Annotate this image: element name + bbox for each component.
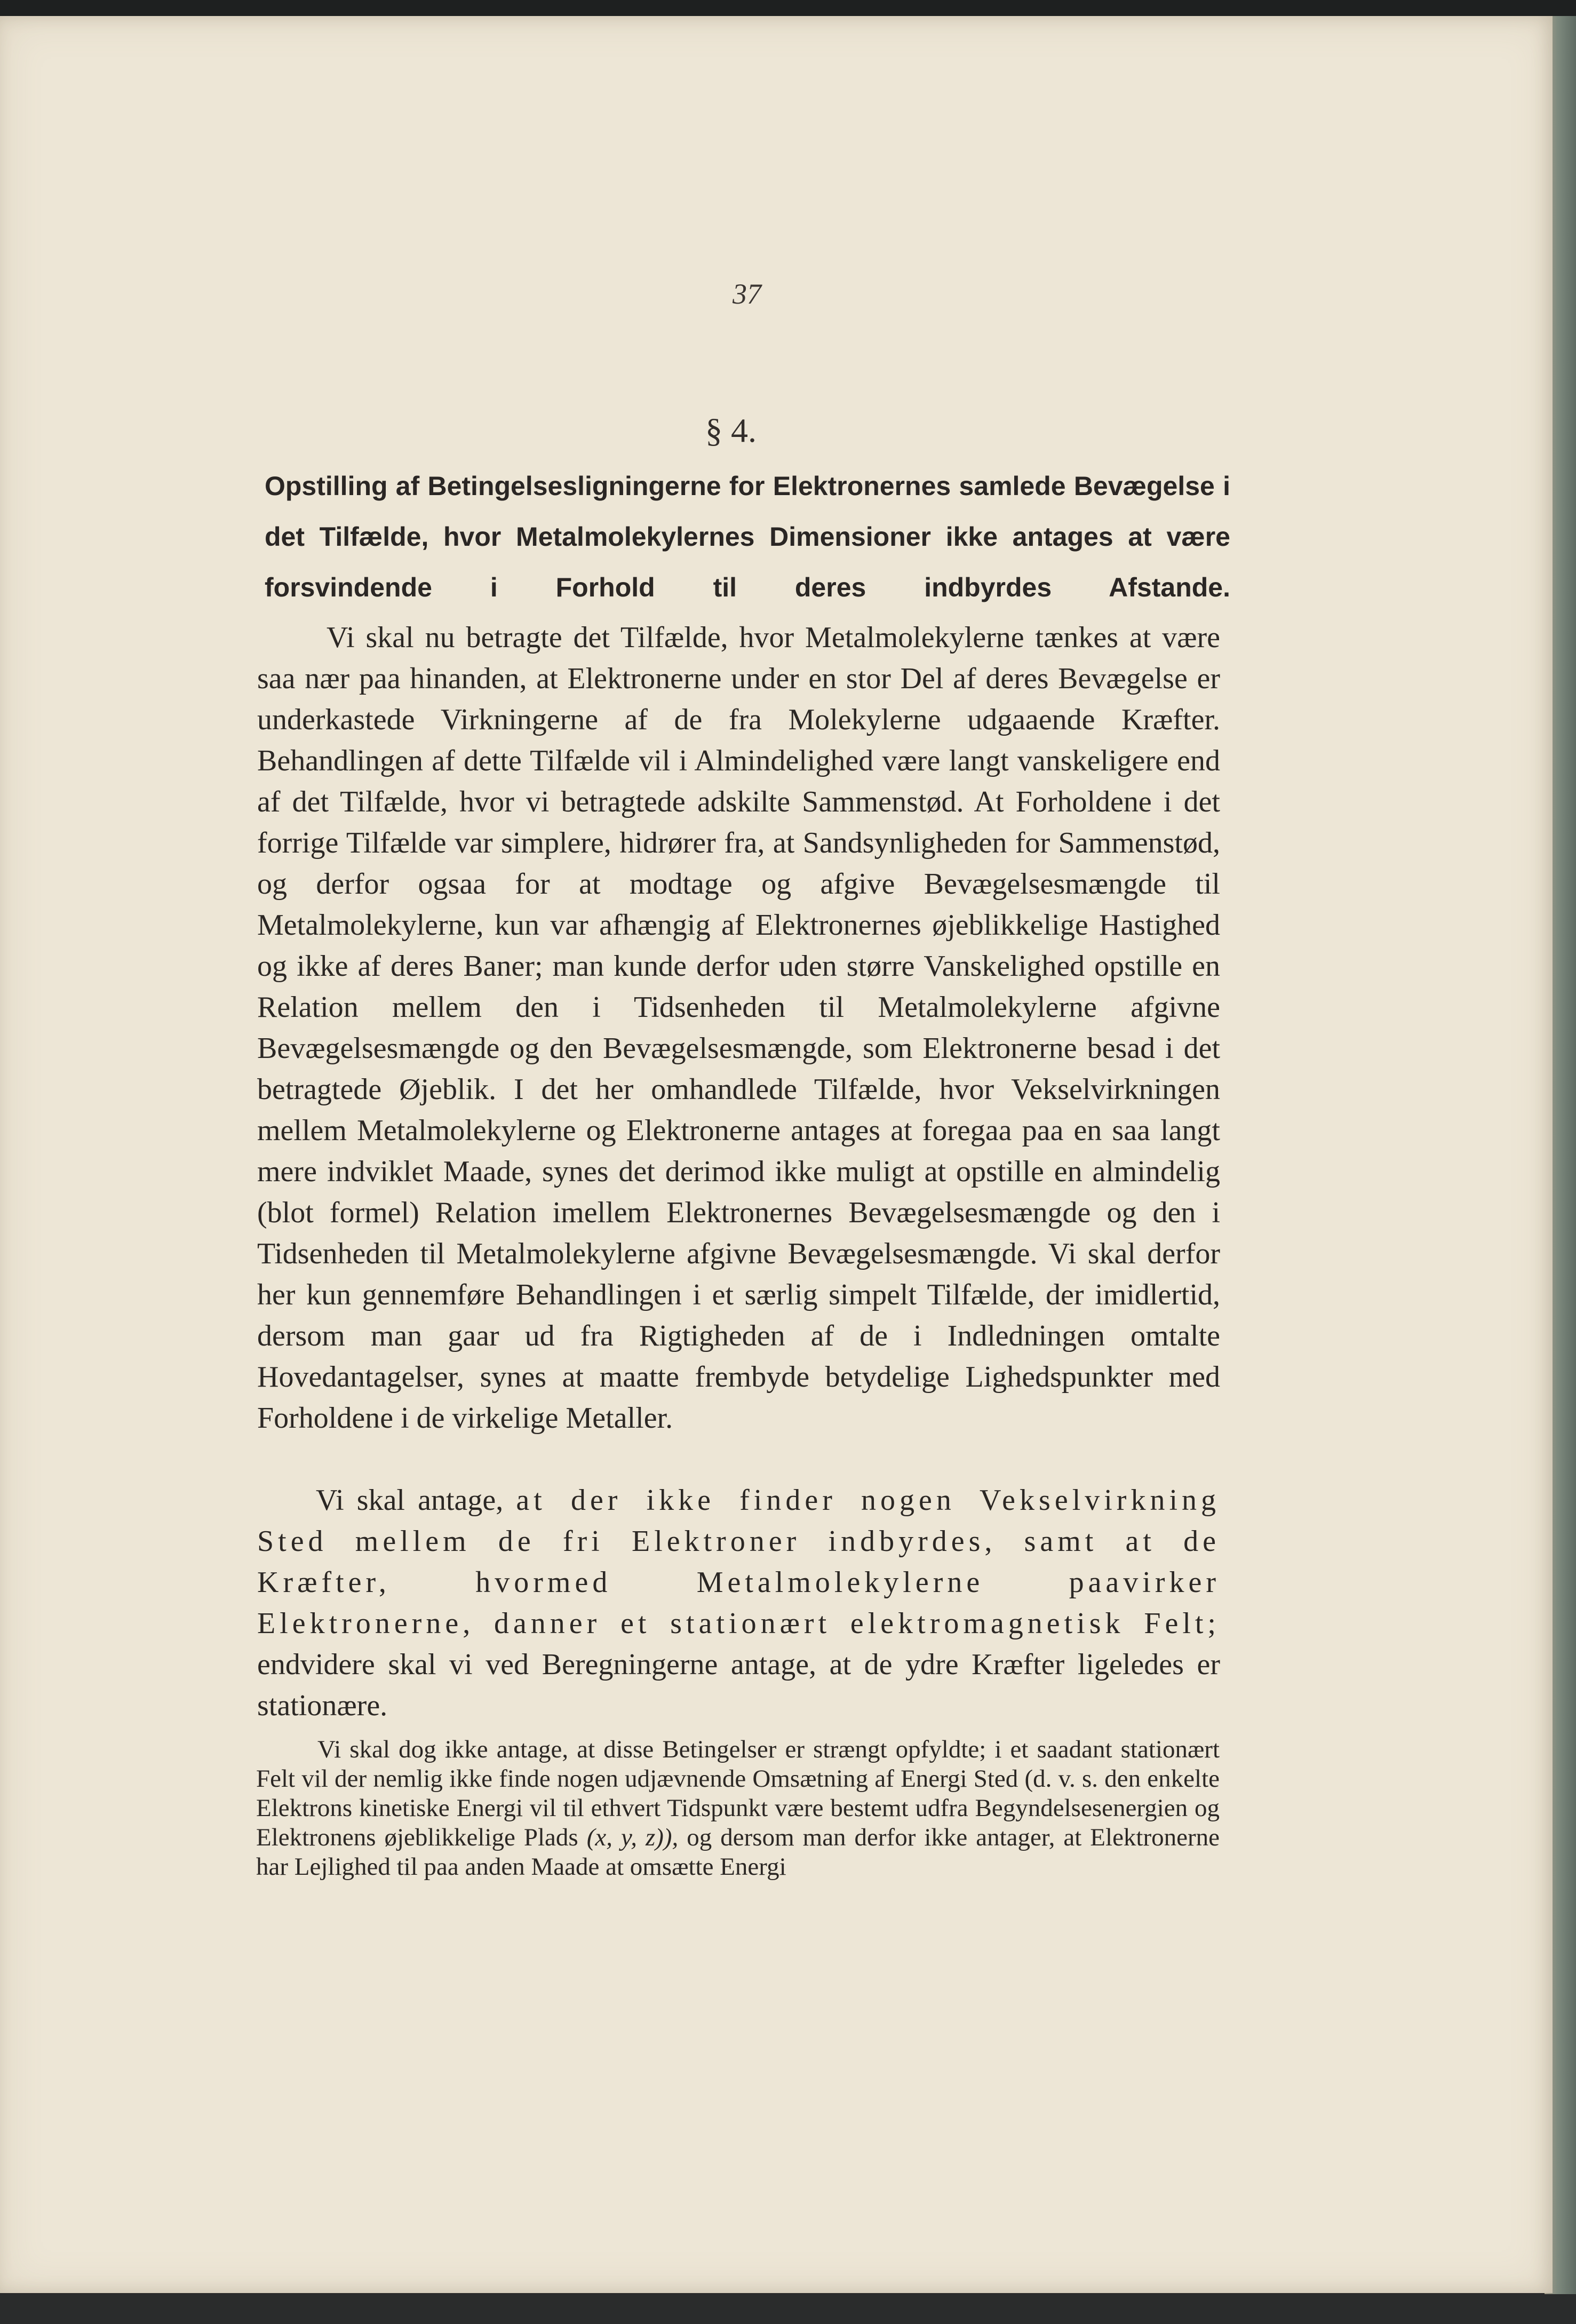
paragraph-2-tail: endvidere skal vi ved Beregningerne antage, at de ydre Kræfter ligeledes er stationære. <box>257 1648 1220 1722</box>
paragraph-1: Vi skal nu betragte det Tilfælde, hvor Metalmolekylerne tænkes at være saa nær paa hinanden, at Elektronerne under en stor Del af deres Bevægelse er underkastede Virkningerne af de fra Molekylerne udgaaende Kræfter. Behandlingen af dette Tilfælde vil i Almindelighed være langt vanskeligere end af det Tilfælde, hvor vi betragtede adskilte Sammenstød. At Forholdene i det forrige Tilfælde var simplere, hidrører fra, at Sandsynligheden for Sammenstød, og derfor ogsaa for at modtage og afgive Bevægelsesmængde til Metalmolekylerne, kun var afhængig af Elektronernes øjeblikkelige Hastighed og ikke af deres Baner; man kunde derfor uden større Vanskelighed opstille en Relation mellem den i Tidsenheden til Metalmolekylerne afgivne Bevægelsesmængde og den Bevægelsesmængde, som Elektronerne besad i det betragtede Øjeblik. I det her omhandlede Tilfælde, hvor Vekselvirkningen mellem Metalmolekylerne og Elektronerne antages at foregaa paa en saa langt mere indviklet Maade, synes det derimod ikke muligt at opstille en almindelig (blot formel) Relation imellem Elektronernes Bevægelsesmængde og den i Tidsenheden til Metalmolekylerne afgivne Bevægelsesmængde. Vi skal derfor her kun gennemføre Behandlingen i et særlig simpelt Tilfælde, der imidlertid, dersom man gaar ud fra Rigtigheden af de i Indledningen omtalte Hovedantagelser, synes at maatte frembyde betydelige Lighedspunkter med Forholdene i de virkelige Metaller. <box>257 621 1220 1435</box>
paragraph-2 <box>257 1480 1220 1726</box>
small-print-text-a: Vi skal dog ikke antage, at disse Betingelser er strængt opfyldte; i et saadant stationært Felt vil der nemlig ikke finde nogen udjævnende Omsætning af Energi Sted (d. v. s. den enkelte Elektrons kinetiske Energi vil til ethvert Tidspunkt være bestemt udfra Begyndelsesenergien og Elektronens øjeblikkelige Plads <box>256 1736 1220 1851</box>
paragraph-2-spaced-text: at der ikke finder nogen Vekselvirkning Sted mellem de fri Elektroner indbyrdes, samt at de Kræfter, hvormed Metalmolekylerne paavirker Elektronerne, danner et stationært elektromagnetisk Felt; <box>257 1484 1221 1640</box>
small-print-text-b: og dersom man derfor ikke antager, at Elektronerne har Lejlighed til paa anden Maade at omsætte Energi <box>256 1824 1220 1881</box>
paragraph-2-lead: Vi skal antage, <box>316 1484 504 1517</box>
scan-backdrop-bottom <box>0 2294 1576 2324</box>
page-number: 37 <box>733 278 761 310</box>
book-page <box>0 16 1553 2293</box>
small-print-paragraph <box>256 1735 1220 1882</box>
coordinates-expression: (x, y, z)), <box>586 1824 679 1851</box>
section-mark: § 4. <box>705 411 757 449</box>
section-heading: Opstilling af Betingelsesligningerne for Elektronernes samlede Bevægelse i det Tilfælde, hvor Metalmolekylernes Dimensioner ikke antages at være forsvindende i Forhold til deres indbyrdes Afstande. <box>265 471 1230 602</box>
